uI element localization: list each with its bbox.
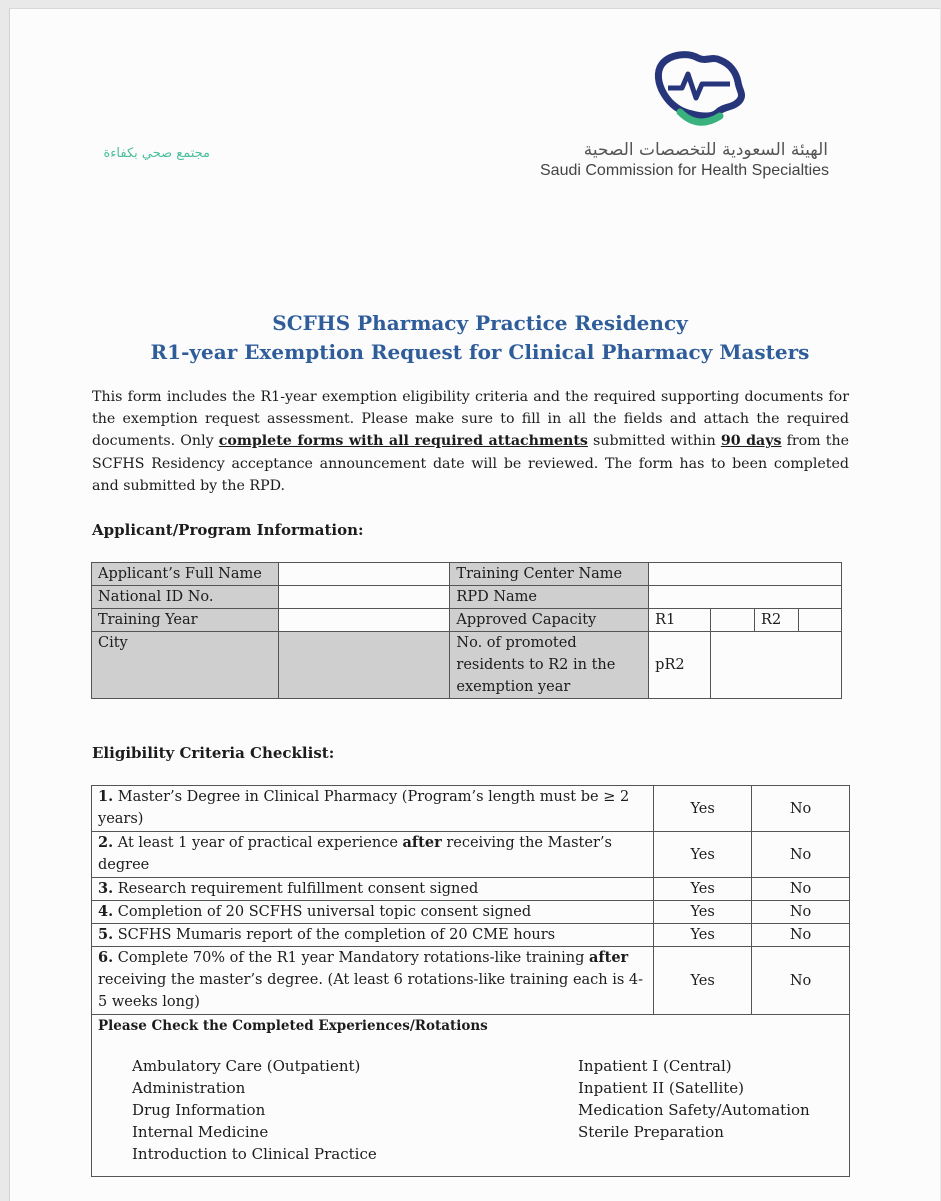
pr2-label: pR2 bbox=[649, 632, 711, 699]
criterion-4-no[interactable]: No bbox=[752, 901, 850, 924]
criterion-3-no[interactable]: No bbox=[752, 878, 850, 901]
criterion-6-no[interactable]: No bbox=[752, 947, 850, 1015]
r2-field[interactable] bbox=[799, 609, 842, 632]
rotations-heading: Please Check the Completed Experiences/Rotations bbox=[92, 1015, 850, 1177]
city-label: City bbox=[92, 632, 279, 699]
applicant-info-table bbox=[91, 562, 842, 699]
r2-label: R2 bbox=[755, 609, 799, 632]
city-field[interactable] bbox=[278, 632, 450, 699]
rpd-name-label: RPD Name bbox=[450, 586, 649, 609]
criterion-1-yes[interactable]: Yes bbox=[654, 786, 752, 832]
rotations-right-column bbox=[578, 1055, 838, 1143]
rotation-item[interactable]: Ambulatory Care (Outpatient) bbox=[132, 1057, 361, 1075]
training-year-label: Training Year bbox=[92, 609, 279, 632]
intro-emphasis-90-days: 90 days bbox=[720, 433, 782, 450]
training-year-field[interactable] bbox=[278, 609, 450, 632]
rotation-item[interactable]: Inpatient I (Central) bbox=[578, 1057, 732, 1075]
slogan-arabic: مجتمع صحي بكفاءة bbox=[103, 146, 210, 161]
intro-paragraph: This form includes the R1-year exemption eligibility criteria and the required supporting documents for the exemption request assessment. Please make sure to fill in all the fields and attach the required documents. Only complete forms with all required attachments submitted within 90 days from the SCFHS Residency acceptance announcement date will be reviewed. The form has to been completed and submitted by the RPD. bbox=[92, 389, 849, 494]
rotation-item[interactable]: Medication Safety/Automation bbox=[578, 1101, 810, 1119]
criterion-6-yes[interactable]: Yes bbox=[654, 947, 752, 1015]
criterion-3: 3. Research requirement fulfillment consent signed bbox=[92, 878, 654, 901]
criterion-3-yes[interactable]: Yes bbox=[654, 878, 752, 901]
criterion-4-yes[interactable]: Yes bbox=[654, 901, 752, 924]
pr2-field[interactable] bbox=[711, 632, 842, 699]
rotations-left-column bbox=[132, 1055, 532, 1165]
promoted-residents-label: No. of promoted residents to R2 in the exemption year bbox=[450, 632, 649, 699]
criterion-1-no[interactable]: No bbox=[752, 786, 850, 832]
scfhs-logo-icon bbox=[640, 46, 752, 136]
org-name-arabic: الهيئة السعودية للتخصصات الصحية bbox=[583, 140, 828, 160]
training-center-label: Training Center Name bbox=[450, 563, 649, 586]
criterion-6: 6. Complete 70% of the R1 year Mandatory rotations-like training after receiving the master’s degree. (At least 6 rotations-like training each is 4-5 weeks long) bbox=[92, 947, 654, 1015]
rpd-name-field[interactable] bbox=[649, 586, 842, 609]
rotation-item[interactable]: Introduction to Clinical Practice bbox=[132, 1145, 377, 1163]
criterion-4: 4. Completion of 20 SCFHS universal topic consent signed bbox=[92, 901, 654, 924]
national-id-field[interactable] bbox=[278, 586, 450, 609]
form-title-line2: R1-year Exemption Request for Clinical Pharmacy Masters bbox=[150, 340, 810, 364]
form-title-line1: SCFHS Pharmacy Practice Residency bbox=[272, 311, 688, 335]
applicant-section-heading: Applicant/Program Information: bbox=[92, 521, 364, 539]
criterion-5-yes[interactable]: Yes bbox=[654, 924, 752, 947]
national-id-label: National ID No. bbox=[92, 586, 279, 609]
criterion-2-no[interactable]: No bbox=[752, 832, 850, 878]
criterion-1: 1. Master’s Degree in Clinical Pharmacy (Program’s length must be ≥ 2 years) bbox=[92, 786, 654, 832]
org-name-english: Saudi Commission for Health Specialties bbox=[540, 162, 830, 179]
criterion-5-no[interactable]: No bbox=[752, 924, 850, 947]
rotation-item[interactable]: Drug Information bbox=[132, 1101, 266, 1119]
full-name-field[interactable] bbox=[278, 563, 450, 586]
rotation-item[interactable]: Internal Medicine bbox=[132, 1123, 269, 1141]
rotation-item[interactable]: Inpatient II (Satellite) bbox=[578, 1079, 745, 1097]
intro-emphasis-complete-forms: complete forms with all required attachments bbox=[218, 433, 588, 450]
training-center-field[interactable] bbox=[649, 563, 842, 586]
rotation-item[interactable]: Administration bbox=[132, 1079, 246, 1097]
eligibility-section-heading: Eligibility Criteria Checklist: bbox=[92, 744, 335, 762]
criterion-2-yes[interactable]: Yes bbox=[654, 832, 752, 878]
approved-capacity-label: Approved Capacity bbox=[450, 609, 649, 632]
full-name-label: Applicant’s Full Name bbox=[92, 563, 279, 586]
r1-label: R1 bbox=[649, 609, 711, 632]
rotation-item[interactable]: Sterile Preparation bbox=[578, 1123, 724, 1141]
criterion-5: 5. SCFHS Mumaris report of the completion of 20 CME hours bbox=[92, 924, 654, 947]
r1-field[interactable] bbox=[711, 609, 755, 632]
criterion-2: 2. At least 1 year of practical experience after receiving the Master’s degree bbox=[92, 832, 654, 878]
